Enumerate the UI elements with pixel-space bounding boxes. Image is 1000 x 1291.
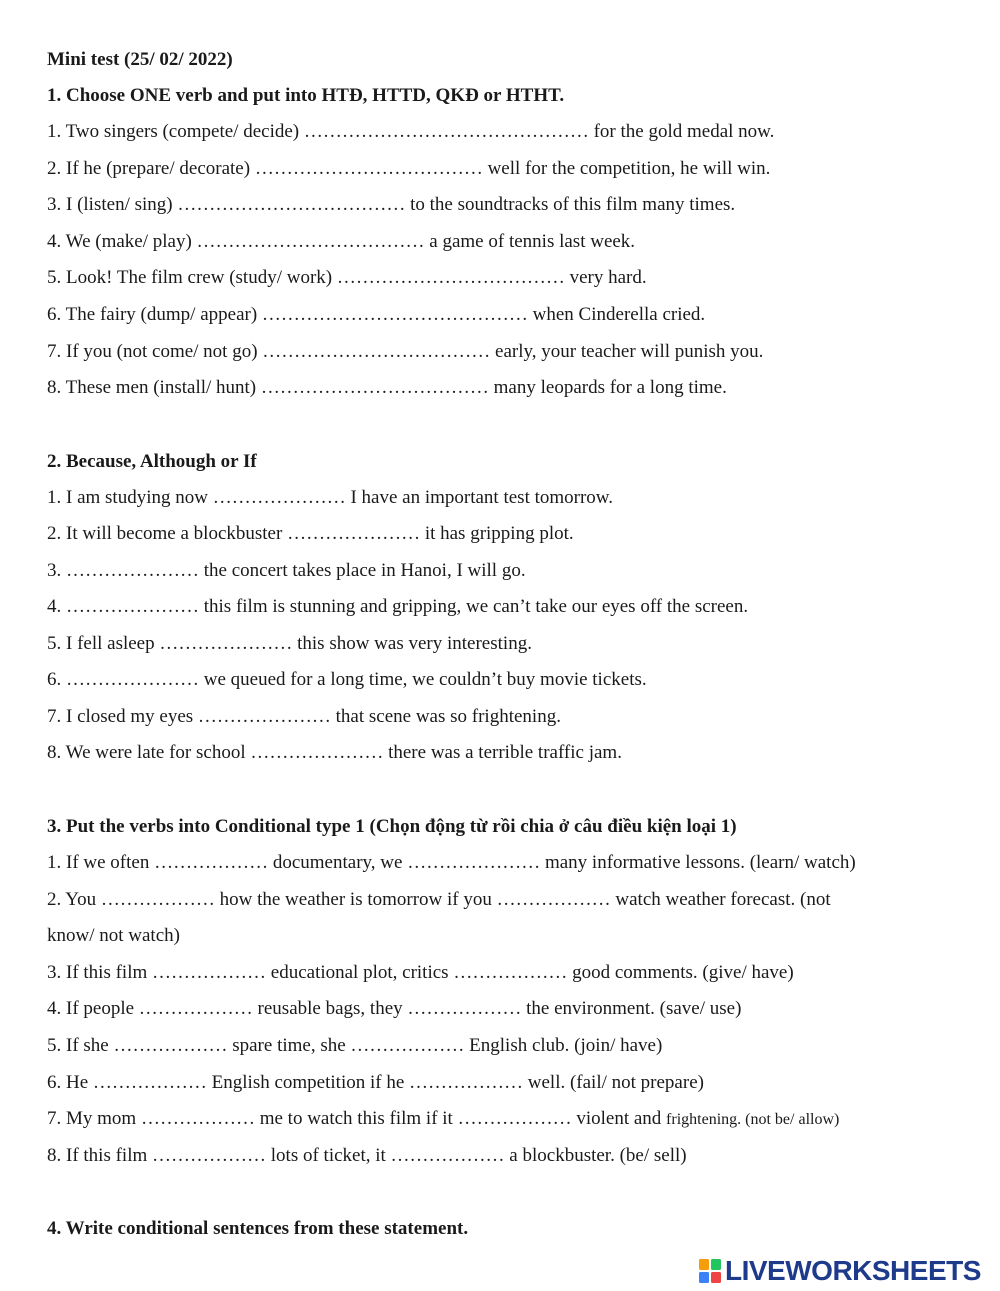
liveworksheets-logo-icon bbox=[698, 1258, 722, 1284]
section-3-item: 8. If this film ……………… lots of ticket, it ……………… a blockbuster. (be/ sell) bbox=[47, 1145, 687, 1166]
section-2-item: 2. It will become a blockbuster ………………… it has gripping plot. bbox=[47, 523, 574, 544]
section-3-item-continuation: know/ not watch) bbox=[47, 925, 180, 946]
section-1-item: 4. We (make/ play) ……………………………… a game of tennis last week. bbox=[47, 231, 636, 252]
section-3-item: 2. You ……………… how the weather is tomorrow if you ……………… watch weather forecast. (not bbox=[47, 889, 831, 910]
section-1-item: 1. Two singers (compete/ decide) ……………………………………… for the gold medal now. bbox=[47, 121, 775, 142]
section-1-item: 5. Look! The film crew (study/ work) ……………………………… very hard. bbox=[47, 267, 647, 288]
section-1-item: 8. These men (install/ hunt) ……………………………… many leopards for a long time. bbox=[47, 377, 727, 398]
section-2-item: 5. I fell asleep ………………… this show was very interesting. bbox=[47, 633, 532, 654]
section-2-item: 1. I am studying now ………………… I have an important test tomorrow. bbox=[47, 487, 614, 508]
liveworksheets-logo-text: LIVEWORKSHEETS bbox=[725, 1255, 981, 1286]
section-1-item: 6. The fairy (dump/ appear) …………………………………… when Cinderella cried. bbox=[47, 304, 706, 325]
section-2-item: 8. We were late for school ………………… there was a terrible traffic jam. bbox=[47, 742, 622, 763]
section-3-heading: 3. Put the verbs into Conditional type 1 (Chọn động từ rồi chia ở câu điều kiện loại 1) bbox=[47, 816, 737, 837]
section-1-item: 3. I (listen/ sing) ……………………………… to the soundtracks of this film many times. bbox=[47, 194, 736, 215]
section-3-item: 3. If this film ……………… educational plot, critics ……………… good comments. (give/ have) bbox=[47, 962, 794, 983]
section-3-item: 6. He ……………… English competition if he ……………… well. (fail/ not prepare) bbox=[47, 1072, 704, 1093]
section-3-item: 1. If we often ……………… documentary, we ………………… many informative lessons. (learn/ watch) bbox=[47, 852, 856, 873]
section-2-heading: 2. Because, Although or If bbox=[47, 451, 257, 472]
section-4-heading: 4. Write conditional sentences from these statement. bbox=[47, 1218, 469, 1239]
section-2-item: 7. I closed my eyes ………………… that scene was so frightening. bbox=[47, 706, 561, 727]
section-3-item: 4. If people ……………… reusable bags, they ……………… the environment. (save/ use) bbox=[47, 998, 742, 1019]
section-3-item bbox=[47, 1107, 839, 1132]
section-2-item: 3. ………………… the concert takes place in Hanoi, I will go. bbox=[47, 560, 526, 581]
section-1-heading: 1. Choose ONE verb and put into HTĐ, HTTD, QKĐ or HTHT. bbox=[47, 85, 565, 106]
section-3-item-7-small: frightening. (not be/ allow) bbox=[666, 1111, 840, 1128]
section-3-item: 5. If she ……………… spare time, she ……………… English club. (join/ have) bbox=[47, 1035, 663, 1056]
page-title: Mini test (25/ 02/ 2022) bbox=[47, 49, 233, 70]
section-2-item: 4. ………………… this film is stunning and gripping, we can’t take our eyes off the screen. bbox=[47, 596, 749, 617]
section-2-item: 6. ………………… we queued for a long time, we couldn’t buy movie tickets. bbox=[47, 669, 647, 690]
section-1-item: 7. If you (not come/ not go) ……………………………… early, your teacher will punish you. bbox=[47, 341, 764, 362]
liveworksheets-logo bbox=[698, 1256, 981, 1286]
section-3-item-7-main: 7. My mom ……………… me to watch this film if it ……………… violent and bbox=[47, 1108, 667, 1129]
section-1-item: 2. If he (prepare/ decorate) ……………………………… well for the competition, he will win. bbox=[47, 158, 771, 179]
